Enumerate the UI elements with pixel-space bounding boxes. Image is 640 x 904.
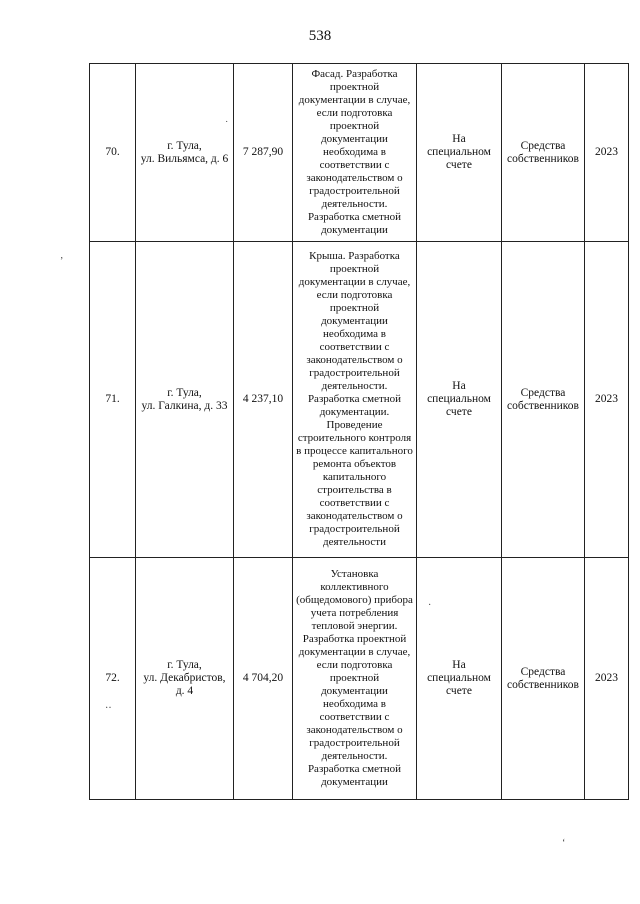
address-city: г. Тула, [167,139,202,152]
table-row [90,64,629,242]
address-street: ул. Галкина, д. 33 [141,399,228,412]
year-cell: 2023 [585,64,629,242]
row-number: 71. [90,242,136,558]
address-cell [136,242,234,558]
works-cell: Установка коллективного (общедомового) прибора учета потребления тепловой энергии. Разработка проектной документации в случае, если подготовка проектной документации необходима в соответствии с законодательством о градостроительной деятельности. Разработка сметной документации [293,558,417,800]
scan-speck: ‘ [562,838,566,849]
works-cell: Крыша. Разработка проектной документации в случае, если подготовка проектной документации необходима в соответствии с законодательством о градостроительной деятельности. Разработка сметной документации. Проведение строительного контроля в процессе капитального ремонта объектов капитального строительства в соответствии с законодательством о градостроительной деятельности [293,242,417,558]
account-cell: На специальном счете [417,64,502,242]
address-street: ул. Декабристов, [143,672,226,684]
year-cell: 2023 [585,242,629,558]
address-cell [136,558,234,800]
address-city: г. Тула, [167,659,202,671]
cost-cell: 4 704,20 [234,558,293,800]
row-number: 70. [90,64,136,242]
table-row [90,242,629,558]
year-cell: 2023 [585,558,629,800]
account-cell: На специальном счете [417,558,502,800]
scan-speck: ‚ [60,250,64,261]
table-row [90,558,629,800]
address-street: ул. Вильямса, д. 6 [140,152,229,165]
scan-speck: ˙ [225,120,229,131]
funding-source-cell: Средства собственников [502,558,585,800]
repair-registry-table [89,63,629,800]
scan-speck: ‥ [105,700,112,711]
works-cell: Фасад. Разработка проектной документации в случае, если подготовка проектной документации необходима в соответствии с законодательством о градостроительной деятельности. Разработка сметной документации [293,64,417,242]
address-cell [136,64,234,242]
funding-source-cell: Средства собственников [502,64,585,242]
cost-cell: 7 287,90 [234,64,293,242]
row-number: 72. [90,558,136,800]
address-city: г. Тула, [167,386,202,399]
funding-source-cell: Средства собственников [502,242,585,558]
cost-cell: 4 237,10 [234,242,293,558]
address-house: д. 4 [175,685,194,697]
scan-speck: · [428,600,432,611]
page-number: 538 [308,28,332,44]
account-cell: На специальном счете [417,242,502,558]
